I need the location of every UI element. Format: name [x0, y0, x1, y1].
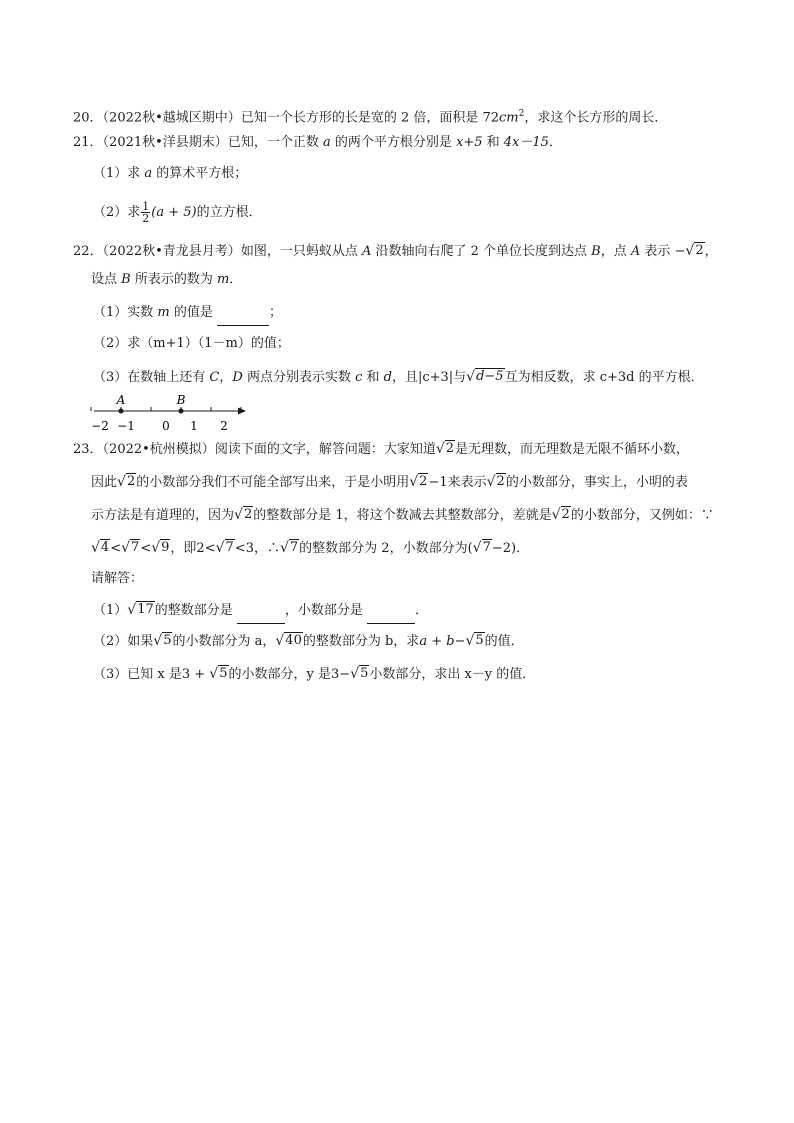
question-text: 的小数部分，又例如：∵: [570, 508, 714, 523]
question-number: 20．: [73, 110, 103, 126]
radical-sign: √: [151, 540, 161, 556]
axis-tick-label: −1: [117, 419, 135, 433]
radicand: 4: [100, 540, 110, 555]
square-root: [127, 600, 154, 620]
radical-sign: √: [551, 507, 561, 523]
question-source: （2022秋•越城区期中）: [102, 110, 241, 126]
radical-sign: √: [466, 369, 476, 385]
q23-part-3: [93, 664, 535, 685]
part-text: 两点分别表示实数: [242, 370, 356, 385]
question-text: 沿数轴向右爬了 2 个单位长度到达点: [371, 244, 592, 259]
question-text: 的整数部分是 1，将这个数减去其整数部分，差就是: [253, 508, 552, 523]
question-text: 所表示的数为: [130, 272, 217, 287]
variable: a: [144, 166, 153, 181]
part-text: ．: [415, 603, 429, 618]
variable: c: [355, 370, 363, 385]
square-root: [436, 439, 455, 459]
radical-sign: √: [153, 633, 163, 649]
axis-arrow: [238, 408, 246, 415]
radicand: 7: [482, 540, 491, 555]
question-text: 已知，一个正数: [227, 135, 323, 150]
question-text: 表示: [640, 244, 675, 259]
radical-sign: √: [465, 633, 475, 649]
radicand: 2: [445, 441, 455, 456]
less-than: <: [140, 541, 152, 556]
point-label: D: [232, 370, 243, 385]
square-root: [350, 664, 369, 684]
question-22: [73, 241, 718, 262]
part-text: 互为相反数，求 c+3d 的平方根．: [504, 370, 704, 385]
q23-part-1: [93, 600, 428, 624]
fraction: [141, 201, 150, 224]
number-line-figure: [88, 392, 258, 434]
question-text: ，: [704, 244, 718, 259]
point-a-dot: [119, 409, 124, 414]
point-label: B: [121, 272, 131, 287]
q22-part-3: [93, 367, 704, 388]
radicand: d−5: [476, 369, 504, 384]
part-text: 的整数部分是: [154, 603, 237, 618]
part-text: 的整数部分为 b，求: [302, 634, 420, 649]
question-20: [73, 104, 667, 128]
part-text: （2）如果: [93, 634, 154, 649]
radicand: 40: [285, 633, 302, 648]
radical-sign: √: [350, 666, 360, 682]
question-text: ，求这个长方形的周长．: [524, 110, 668, 126]
radicand: 7: [289, 540, 299, 555]
radical-sign: √: [91, 540, 100, 556]
expression: x+5: [455, 135, 483, 150]
question-text: 阅读下面的文字，解答问题：大家知道: [214, 442, 436, 457]
axis-tick-label: 1: [190, 419, 198, 433]
unit: cm: [499, 110, 519, 126]
radical-sign: √: [435, 441, 445, 457]
question-23-line-4: [91, 538, 529, 559]
square-root: [280, 538, 299, 558]
part-text: （3）在数轴上还有: [93, 370, 210, 385]
part-text: （3）已知 x 是3 +: [93, 667, 210, 682]
square-root: [153, 631, 172, 651]
part-text: ，且|c+3|与: [391, 370, 467, 385]
radical-sign: √: [215, 540, 225, 556]
part-text: ；: [269, 305, 283, 320]
part-text: 的立方根．: [196, 205, 262, 220]
radicand: 2: [695, 243, 704, 258]
radicand: 2: [243, 507, 253, 522]
less-than: <: [110, 541, 122, 556]
question-text: 如图，一只蚂蚁从点: [240, 244, 362, 259]
part-text: （1）: [93, 603, 128, 618]
fraction-numerator: 1: [142, 200, 150, 213]
fraction-denominator: 2: [142, 212, 150, 225]
axis-tick-label: 0: [162, 419, 170, 433]
q22-part-2: [93, 334, 290, 354]
part-text: 的值是: [169, 305, 217, 320]
question-text: 设点: [91, 272, 122, 287]
radicand: 2: [126, 474, 136, 489]
square-root: [487, 472, 506, 492]
radicand: 17: [137, 602, 154, 617]
question-21: [73, 133, 562, 153]
variable: a: [322, 135, 331, 150]
q23-part-2: [93, 631, 524, 652]
radicand: 5: [219, 666, 228, 681]
question-23: [73, 439, 689, 460]
answer-blank[interactable]: [367, 603, 415, 624]
question-text: −2)．: [491, 541, 530, 556]
part-text: 的值．: [484, 634, 524, 649]
square-root: [121, 538, 140, 558]
question-text: 是无理数，而无理数是无限不循环小数，: [455, 442, 690, 457]
point-b-label: B: [176, 393, 186, 407]
square-root: [685, 241, 704, 261]
question-22-line-2: [91, 270, 242, 290]
part-text: ，: [219, 370, 233, 385]
radicand: 2: [496, 474, 505, 489]
point-a-label: A: [116, 393, 126, 407]
radical-sign: √: [234, 507, 243, 523]
question-23-line-3: [91, 505, 714, 526]
question-source: （2022•杭州模拟）: [102, 442, 215, 457]
part-text: 的算术平方根；: [152, 166, 248, 181]
point-label: A: [630, 244, 641, 259]
question-number: 22．: [73, 244, 103, 259]
square-root: [552, 505, 571, 525]
point-label: B: [591, 244, 601, 259]
radicand: 5: [163, 633, 172, 648]
square-root: [117, 472, 136, 492]
square-root: [275, 631, 302, 651]
radical-sign: √: [117, 474, 126, 490]
radical-sign: √: [275, 633, 285, 649]
radicand: 2: [561, 507, 570, 522]
axis-tick-label: −2: [91, 419, 109, 433]
answer-blank[interactable]: [217, 305, 269, 326]
question-text: 的小数部分我们不可能全部写出来，于是小明用: [136, 475, 410, 490]
variable: m: [157, 305, 170, 320]
radicand: 5: [475, 633, 484, 648]
q22-part-1: [93, 303, 282, 326]
question-number: 21．: [73, 135, 103, 150]
part-text: 的小数部分为 a，: [172, 634, 276, 649]
axis-ticks: [91, 407, 241, 411]
square-root: [465, 631, 484, 651]
exponent: 2: [518, 109, 525, 119]
part-text: ，小数部分是: [284, 603, 368, 618]
question-text: 的两个平方根分别是: [330, 135, 456, 150]
square-root: [466, 367, 504, 387]
radical-sign: √: [685, 243, 695, 259]
square-root: [216, 538, 235, 558]
part-text: （1）实数: [93, 305, 158, 320]
square-root: [151, 538, 170, 558]
question-source: （2022秋•青龙县月考）: [102, 244, 241, 259]
part-text: （1）求: [93, 166, 145, 181]
radical-sign: √: [409, 474, 419, 490]
expression: a + b−: [419, 634, 466, 649]
axis-tick-labels: [91, 419, 228, 433]
question-text: 请解答：: [91, 571, 144, 586]
question-text: 因此: [91, 475, 118, 490]
question-text: 已知一个长方形的长是宽的 2 倍，面积是 72: [240, 110, 500, 126]
radical-sign: √: [486, 474, 496, 490]
radicand: 2: [419, 474, 428, 489]
question-23-line-2: [91, 472, 688, 493]
radicand: 9: [161, 540, 170, 555]
question-source: （2021秋•洋县期末）: [102, 135, 228, 150]
square-root: [91, 538, 110, 558]
question-text: −1来表示: [428, 475, 487, 490]
q21-part-2: [93, 201, 262, 224]
radicand: 7: [131, 540, 140, 555]
question-number: 23．: [73, 442, 103, 457]
variable: d: [383, 370, 392, 385]
radicand: 7: [225, 540, 234, 555]
square-root: [209, 664, 228, 684]
part-text: （2）求: [93, 205, 141, 220]
radical-sign: √: [127, 602, 137, 618]
question-text: <3，∴: [234, 541, 280, 556]
point-label: C: [209, 370, 220, 385]
question-text: 的小数部分，事实上，小明的表: [505, 475, 688, 490]
radical-sign: √: [279, 540, 289, 556]
square-root: [409, 472, 428, 492]
expression: 4x－15: [503, 135, 549, 150]
radical-sign: √: [472, 540, 482, 556]
variable: m: [216, 272, 230, 287]
radicand: 5: [360, 666, 369, 681]
part-text: 和: [362, 370, 384, 385]
radical-sign: √: [121, 540, 131, 556]
radical-sign: √: [209, 666, 219, 682]
part-text: 小数部分，求出 x－y 的值．: [369, 667, 536, 682]
part-text: 的小数部分，y 是3−: [228, 667, 351, 682]
point-b-dot: [179, 409, 184, 414]
minus-sign: −: [674, 244, 686, 259]
question-text: 示方法是有道理的，因为: [91, 508, 235, 523]
point-label: A: [361, 244, 372, 259]
part-text: （2）求（m+1）（1－m）的值；: [93, 336, 290, 351]
answer-blank[interactable]: [237, 603, 285, 624]
question-text: 的整数部分为 2，小数部分为(: [299, 541, 473, 556]
question-text: ．: [548, 135, 562, 150]
square-root: [234, 505, 253, 525]
expression: (a + 5): [151, 205, 197, 220]
axis-tick-label: 2: [220, 419, 228, 433]
question-text: ，即2<: [170, 541, 216, 556]
question-text: 和: [482, 135, 504, 150]
question-text: ，点: [600, 244, 631, 259]
question-23-prompt: [91, 569, 143, 589]
q21-part-1: [93, 164, 247, 184]
question-text: ．: [229, 272, 243, 287]
square-root: [473, 538, 492, 558]
